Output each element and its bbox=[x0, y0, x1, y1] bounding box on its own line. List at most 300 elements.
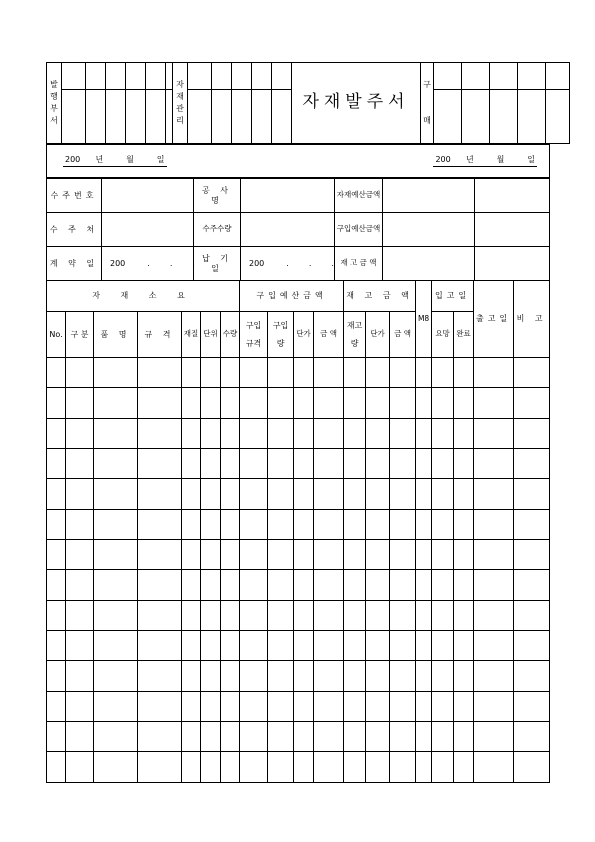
table-cell[interactable] bbox=[94, 631, 138, 661]
table-cell[interactable] bbox=[454, 388, 474, 418]
table-cell[interactable] bbox=[94, 752, 138, 782]
order-no-field[interactable] bbox=[102, 179, 194, 213]
table-cell[interactable] bbox=[344, 661, 366, 691]
table-cell[interactable] bbox=[390, 388, 416, 418]
table-cell[interactable] bbox=[474, 418, 514, 448]
table-cell[interactable] bbox=[390, 600, 416, 630]
approval-cell[interactable] bbox=[188, 63, 212, 90]
table-cell[interactable] bbox=[514, 418, 550, 448]
due-date[interactable] bbox=[427, 145, 550, 178]
approval-cell[interactable] bbox=[252, 63, 272, 90]
table-cell[interactable] bbox=[294, 752, 314, 782]
table-cell[interactable] bbox=[66, 418, 94, 448]
table-cell[interactable] bbox=[221, 540, 240, 570]
table-cell[interactable] bbox=[454, 661, 474, 691]
table-cell[interactable] bbox=[182, 631, 201, 661]
table-cell[interactable] bbox=[94, 358, 138, 388]
approval-sign-cell[interactable] bbox=[126, 90, 146, 144]
table-cell[interactable] bbox=[47, 691, 66, 721]
approval-cell[interactable] bbox=[546, 63, 570, 90]
approval-sign-cell[interactable] bbox=[518, 90, 546, 144]
table-cell[interactable] bbox=[47, 631, 66, 661]
table-cell[interactable] bbox=[47, 600, 66, 630]
table-cell[interactable] bbox=[221, 479, 240, 509]
table-cell[interactable] bbox=[432, 722, 454, 752]
table-cell[interactable] bbox=[344, 509, 366, 539]
table-cell[interactable] bbox=[314, 661, 344, 691]
table-cell[interactable] bbox=[182, 388, 201, 418]
approval-cell[interactable] bbox=[166, 63, 173, 90]
table-cell[interactable] bbox=[366, 509, 390, 539]
approval-cell[interactable] bbox=[518, 63, 546, 90]
table-cell[interactable] bbox=[221, 418, 240, 448]
approval-cell[interactable] bbox=[106, 63, 126, 90]
table-cell[interactable] bbox=[94, 661, 138, 691]
table-cell[interactable] bbox=[454, 631, 474, 661]
approval-cell[interactable] bbox=[86, 63, 106, 90]
table-cell[interactable] bbox=[66, 388, 94, 418]
table-cell[interactable] bbox=[268, 509, 294, 539]
table-cell[interactable] bbox=[366, 752, 390, 782]
table-cell[interactable] bbox=[182, 509, 201, 539]
table-cell[interactable] bbox=[66, 479, 94, 509]
table-cell[interactable] bbox=[47, 449, 66, 479]
table-cell[interactable] bbox=[432, 479, 454, 509]
table-cell[interactable] bbox=[366, 600, 390, 630]
table-cell[interactable] bbox=[474, 479, 514, 509]
table-cell[interactable] bbox=[201, 600, 221, 630]
table-cell[interactable] bbox=[432, 418, 454, 448]
table-cell[interactable] bbox=[138, 691, 182, 721]
table-cell[interactable] bbox=[138, 540, 182, 570]
table-cell[interactable] bbox=[474, 449, 514, 479]
table-cell[interactable] bbox=[66, 600, 94, 630]
table-cell[interactable] bbox=[182, 358, 201, 388]
table-cell[interactable] bbox=[221, 722, 240, 752]
table-cell[interactable] bbox=[432, 661, 454, 691]
table-cell[interactable] bbox=[294, 570, 314, 600]
table-cell[interactable] bbox=[94, 722, 138, 752]
table-cell[interactable] bbox=[94, 509, 138, 539]
table-cell[interactable] bbox=[416, 540, 432, 570]
material-budget-field[interactable] bbox=[383, 179, 475, 213]
table-cell[interactable] bbox=[432, 540, 454, 570]
table-cell[interactable] bbox=[268, 418, 294, 448]
table-cell[interactable] bbox=[474, 570, 514, 600]
approval-sign-cell[interactable] bbox=[146, 90, 166, 144]
table-cell[interactable] bbox=[94, 691, 138, 721]
table-cell[interactable] bbox=[344, 752, 366, 782]
table-cell[interactable] bbox=[182, 722, 201, 752]
table-cell[interactable] bbox=[366, 570, 390, 600]
table-cell[interactable] bbox=[294, 661, 314, 691]
table-cell[interactable] bbox=[294, 631, 314, 661]
table-cell[interactable] bbox=[474, 388, 514, 418]
table-cell[interactable] bbox=[66, 752, 94, 782]
table-cell[interactable] bbox=[344, 691, 366, 721]
table-cell[interactable] bbox=[314, 722, 344, 752]
table-cell[interactable] bbox=[201, 418, 221, 448]
table-cell[interactable] bbox=[432, 449, 454, 479]
delivery-date-field[interactable]: 200 . . . bbox=[241, 247, 335, 281]
table-cell[interactable] bbox=[240, 631, 268, 661]
table-cell[interactable] bbox=[454, 570, 474, 600]
due-date-field[interactable]: 200 년 월 일 bbox=[433, 155, 537, 166]
table-cell[interactable] bbox=[138, 479, 182, 509]
table-cell[interactable] bbox=[474, 722, 514, 752]
table-cell[interactable] bbox=[474, 661, 514, 691]
approval-sign-cell[interactable] bbox=[166, 90, 173, 144]
table-cell[interactable] bbox=[94, 479, 138, 509]
table-cell[interactable] bbox=[454, 418, 474, 448]
material-budget-extra-field[interactable] bbox=[475, 179, 550, 213]
table-cell[interactable] bbox=[366, 479, 390, 509]
approval-cell[interactable] bbox=[462, 63, 490, 90]
table-cell[interactable] bbox=[416, 479, 432, 509]
table-cell[interactable] bbox=[66, 358, 94, 388]
table-cell[interactable] bbox=[314, 691, 344, 721]
table-cell[interactable] bbox=[94, 600, 138, 630]
table-cell[interactable] bbox=[294, 479, 314, 509]
table-cell[interactable] bbox=[514, 509, 550, 539]
table-cell[interactable] bbox=[314, 479, 344, 509]
table-cell[interactable] bbox=[416, 752, 432, 782]
table-cell[interactable] bbox=[240, 722, 268, 752]
table-cell[interactable] bbox=[454, 722, 474, 752]
table-cell[interactable] bbox=[182, 691, 201, 721]
table-cell[interactable] bbox=[390, 449, 416, 479]
table-cell[interactable] bbox=[314, 631, 344, 661]
table-cell[interactable] bbox=[474, 358, 514, 388]
table-cell[interactable] bbox=[268, 540, 294, 570]
approval-cell[interactable] bbox=[212, 63, 232, 90]
customer-field[interactable] bbox=[102, 213, 194, 247]
table-cell[interactable] bbox=[514, 388, 550, 418]
table-cell[interactable] bbox=[514, 661, 550, 691]
table-cell[interactable] bbox=[221, 570, 240, 600]
purchase-budget-field[interactable] bbox=[383, 213, 475, 247]
project-name-field[interactable] bbox=[241, 179, 335, 213]
approval-sign-cell[interactable] bbox=[490, 90, 518, 144]
table-cell[interactable] bbox=[221, 752, 240, 782]
table-cell[interactable] bbox=[268, 631, 294, 661]
table-cell[interactable] bbox=[454, 600, 474, 630]
table-cell[interactable] bbox=[432, 570, 454, 600]
table-cell[interactable] bbox=[344, 358, 366, 388]
table-cell[interactable] bbox=[344, 540, 366, 570]
table-cell[interactable] bbox=[221, 509, 240, 539]
table-cell[interactable] bbox=[182, 600, 201, 630]
approval-cell[interactable] bbox=[232, 63, 252, 90]
table-cell[interactable] bbox=[366, 540, 390, 570]
table-cell[interactable] bbox=[182, 661, 201, 691]
table-cell[interactable] bbox=[138, 358, 182, 388]
table-cell[interactable] bbox=[294, 691, 314, 721]
table-cell[interactable] bbox=[66, 631, 94, 661]
issue-date-field[interactable]: 200 년 월 일 bbox=[63, 155, 167, 166]
table-cell[interactable] bbox=[47, 661, 66, 691]
table-cell[interactable] bbox=[514, 449, 550, 479]
table-cell[interactable] bbox=[138, 570, 182, 600]
order-qty-field[interactable] bbox=[241, 213, 335, 247]
table-cell[interactable] bbox=[47, 722, 66, 752]
table-cell[interactable] bbox=[94, 388, 138, 418]
table-cell[interactable] bbox=[314, 358, 344, 388]
table-cell[interactable] bbox=[268, 752, 294, 782]
table-cell[interactable] bbox=[314, 449, 344, 479]
stock-amount-extra-field[interactable] bbox=[475, 247, 550, 281]
table-cell[interactable] bbox=[201, 722, 221, 752]
purchase-budget-extra-field[interactable] bbox=[475, 213, 550, 247]
approval-cell[interactable] bbox=[126, 63, 146, 90]
table-cell[interactable] bbox=[182, 540, 201, 570]
table-cell[interactable] bbox=[294, 600, 314, 630]
table-cell[interactable] bbox=[240, 600, 268, 630]
approval-sign-cell[interactable] bbox=[106, 90, 126, 144]
table-cell[interactable] bbox=[47, 358, 66, 388]
table-cell[interactable] bbox=[47, 540, 66, 570]
approval-sign-cell[interactable] bbox=[546, 90, 570, 144]
table-cell[interactable] bbox=[514, 358, 550, 388]
table-cell[interactable] bbox=[474, 540, 514, 570]
table-cell[interactable] bbox=[390, 691, 416, 721]
table-cell[interactable] bbox=[390, 418, 416, 448]
table-cell[interactable] bbox=[66, 661, 94, 691]
table-cell[interactable] bbox=[47, 418, 66, 448]
table-cell[interactable] bbox=[182, 449, 201, 479]
table-cell[interactable] bbox=[294, 722, 314, 752]
table-cell[interactable] bbox=[344, 722, 366, 752]
table-cell[interactable] bbox=[201, 570, 221, 600]
table-cell[interactable] bbox=[514, 752, 550, 782]
table-cell[interactable] bbox=[66, 722, 94, 752]
table-cell[interactable] bbox=[474, 509, 514, 539]
table-cell[interactable] bbox=[201, 691, 221, 721]
table-cell[interactable] bbox=[201, 540, 221, 570]
approval-sign-cell[interactable] bbox=[434, 90, 462, 144]
approval-sign-cell[interactable] bbox=[232, 90, 252, 144]
table-cell[interactable] bbox=[201, 661, 221, 691]
table-cell[interactable] bbox=[47, 479, 66, 509]
table-cell[interactable] bbox=[268, 691, 294, 721]
table-cell[interactable] bbox=[268, 722, 294, 752]
issue-date[interactable] bbox=[47, 145, 427, 178]
table-cell[interactable] bbox=[390, 358, 416, 388]
table-cell[interactable] bbox=[416, 722, 432, 752]
table-cell[interactable] bbox=[390, 722, 416, 752]
table-cell[interactable] bbox=[514, 722, 550, 752]
approval-sign-cell[interactable] bbox=[188, 90, 212, 144]
table-cell[interactable] bbox=[314, 418, 344, 448]
table-cell[interactable] bbox=[94, 418, 138, 448]
table-cell[interactable] bbox=[454, 358, 474, 388]
table-cell[interactable] bbox=[66, 540, 94, 570]
table-cell[interactable] bbox=[66, 449, 94, 479]
table-cell[interactable] bbox=[221, 631, 240, 661]
table-cell[interactable] bbox=[416, 418, 432, 448]
table-cell[interactable] bbox=[366, 418, 390, 448]
table-cell[interactable] bbox=[294, 449, 314, 479]
table-cell[interactable] bbox=[390, 479, 416, 509]
table-cell[interactable] bbox=[221, 449, 240, 479]
table-cell[interactable] bbox=[201, 388, 221, 418]
table-cell[interactable] bbox=[432, 509, 454, 539]
table-cell[interactable] bbox=[138, 631, 182, 661]
table-cell[interactable] bbox=[416, 388, 432, 418]
table-cell[interactable] bbox=[454, 691, 474, 721]
table-cell[interactable] bbox=[314, 540, 344, 570]
table-cell[interactable] bbox=[514, 540, 550, 570]
table-cell[interactable] bbox=[138, 661, 182, 691]
table-cell[interactable] bbox=[47, 388, 66, 418]
table-cell[interactable] bbox=[474, 752, 514, 782]
table-cell[interactable] bbox=[138, 509, 182, 539]
table-cell[interactable] bbox=[221, 661, 240, 691]
table-cell[interactable] bbox=[416, 570, 432, 600]
approval-sign-cell[interactable] bbox=[62, 90, 86, 144]
table-cell[interactable] bbox=[474, 691, 514, 721]
table-cell[interactable] bbox=[390, 570, 416, 600]
stock-amount-field[interactable] bbox=[383, 247, 475, 281]
table-cell[interactable] bbox=[47, 570, 66, 600]
table-cell[interactable] bbox=[138, 388, 182, 418]
table-cell[interactable] bbox=[344, 418, 366, 448]
table-cell[interactable] bbox=[366, 691, 390, 721]
table-cell[interactable] bbox=[138, 418, 182, 448]
table-cell[interactable] bbox=[390, 509, 416, 539]
table-cell[interactable] bbox=[344, 479, 366, 509]
table-cell[interactable] bbox=[416, 691, 432, 721]
table-cell[interactable] bbox=[138, 449, 182, 479]
table-cell[interactable] bbox=[344, 600, 366, 630]
approval-cell[interactable] bbox=[146, 63, 166, 90]
table-cell[interactable] bbox=[221, 358, 240, 388]
table-cell[interactable] bbox=[138, 752, 182, 782]
table-cell[interactable] bbox=[514, 691, 550, 721]
table-cell[interactable] bbox=[432, 358, 454, 388]
table-cell[interactable] bbox=[94, 449, 138, 479]
table-cell[interactable] bbox=[416, 509, 432, 539]
table-cell[interactable] bbox=[66, 691, 94, 721]
table-cell[interactable] bbox=[454, 509, 474, 539]
table-cell[interactable] bbox=[268, 600, 294, 630]
approval-sign-cell[interactable] bbox=[272, 90, 292, 144]
table-cell[interactable] bbox=[474, 600, 514, 630]
table-cell[interactable] bbox=[221, 388, 240, 418]
table-cell[interactable] bbox=[390, 540, 416, 570]
approval-cell[interactable] bbox=[272, 63, 292, 90]
table-cell[interactable] bbox=[344, 570, 366, 600]
table-cell[interactable] bbox=[66, 570, 94, 600]
table-cell[interactable] bbox=[201, 752, 221, 782]
table-cell[interactable] bbox=[366, 661, 390, 691]
table-cell[interactable] bbox=[294, 540, 314, 570]
table-cell[interactable] bbox=[344, 449, 366, 479]
table-cell[interactable] bbox=[221, 691, 240, 721]
table-cell[interactable] bbox=[182, 570, 201, 600]
table-cell[interactable] bbox=[366, 631, 390, 661]
table-cell[interactable] bbox=[366, 449, 390, 479]
table-cell[interactable] bbox=[294, 358, 314, 388]
table-cell[interactable] bbox=[390, 752, 416, 782]
table-cell[interactable] bbox=[66, 509, 94, 539]
table-cell[interactable] bbox=[94, 570, 138, 600]
table-cell[interactable] bbox=[454, 479, 474, 509]
table-cell[interactable] bbox=[182, 418, 201, 448]
table-cell[interactable] bbox=[182, 479, 201, 509]
table-cell[interactable] bbox=[240, 752, 268, 782]
approval-sign-cell[interactable] bbox=[212, 90, 232, 144]
table-cell[interactable] bbox=[314, 752, 344, 782]
table-cell[interactable] bbox=[314, 570, 344, 600]
table-cell[interactable] bbox=[47, 509, 66, 539]
table-cell[interactable] bbox=[314, 509, 344, 539]
table-cell[interactable] bbox=[432, 691, 454, 721]
table-cell[interactable] bbox=[390, 631, 416, 661]
table-cell[interactable] bbox=[344, 631, 366, 661]
table-cell[interactable] bbox=[514, 479, 550, 509]
table-cell[interactable] bbox=[240, 691, 268, 721]
table-cell[interactable] bbox=[240, 570, 268, 600]
table-cell[interactable] bbox=[454, 449, 474, 479]
approval-sign-cell[interactable] bbox=[252, 90, 272, 144]
table-cell[interactable] bbox=[432, 388, 454, 418]
table-cell[interactable] bbox=[240, 418, 268, 448]
table-cell[interactable] bbox=[314, 388, 344, 418]
table-cell[interactable] bbox=[240, 540, 268, 570]
table-cell[interactable] bbox=[240, 509, 268, 539]
table-cell[interactable] bbox=[416, 661, 432, 691]
approval-cell[interactable] bbox=[490, 63, 518, 90]
table-cell[interactable] bbox=[344, 388, 366, 418]
table-cell[interactable] bbox=[454, 540, 474, 570]
table-cell[interactable] bbox=[314, 600, 344, 630]
table-cell[interactable] bbox=[294, 388, 314, 418]
table-cell[interactable] bbox=[432, 752, 454, 782]
approval-sign-cell[interactable] bbox=[86, 90, 106, 144]
approval-cell[interactable] bbox=[434, 63, 462, 90]
table-cell[interactable] bbox=[201, 358, 221, 388]
table-cell[interactable] bbox=[514, 600, 550, 630]
table-cell[interactable] bbox=[138, 722, 182, 752]
approval-cell[interactable] bbox=[62, 63, 86, 90]
table-cell[interactable] bbox=[432, 631, 454, 661]
table-cell[interactable] bbox=[432, 600, 454, 630]
table-cell[interactable] bbox=[221, 600, 240, 630]
table-cell[interactable] bbox=[294, 509, 314, 539]
table-cell[interactable] bbox=[240, 479, 268, 509]
table-cell[interactable] bbox=[294, 418, 314, 448]
table-cell[interactable] bbox=[416, 631, 432, 661]
table-cell[interactable] bbox=[474, 631, 514, 661]
table-cell[interactable] bbox=[201, 509, 221, 539]
table-cell[interactable] bbox=[366, 722, 390, 752]
table-cell[interactable] bbox=[416, 358, 432, 388]
table-cell[interactable] bbox=[268, 358, 294, 388]
table-cell[interactable] bbox=[454, 752, 474, 782]
table-cell[interactable] bbox=[416, 449, 432, 479]
table-cell[interactable] bbox=[240, 661, 268, 691]
table-cell[interactable] bbox=[268, 570, 294, 600]
table-cell[interactable] bbox=[94, 540, 138, 570]
table-cell[interactable] bbox=[268, 449, 294, 479]
table-cell[interactable] bbox=[240, 358, 268, 388]
table-cell[interactable] bbox=[416, 600, 432, 630]
table-cell[interactable] bbox=[240, 388, 268, 418]
table-cell[interactable] bbox=[182, 752, 201, 782]
table-cell[interactable] bbox=[268, 388, 294, 418]
table-cell[interactable] bbox=[138, 600, 182, 630]
